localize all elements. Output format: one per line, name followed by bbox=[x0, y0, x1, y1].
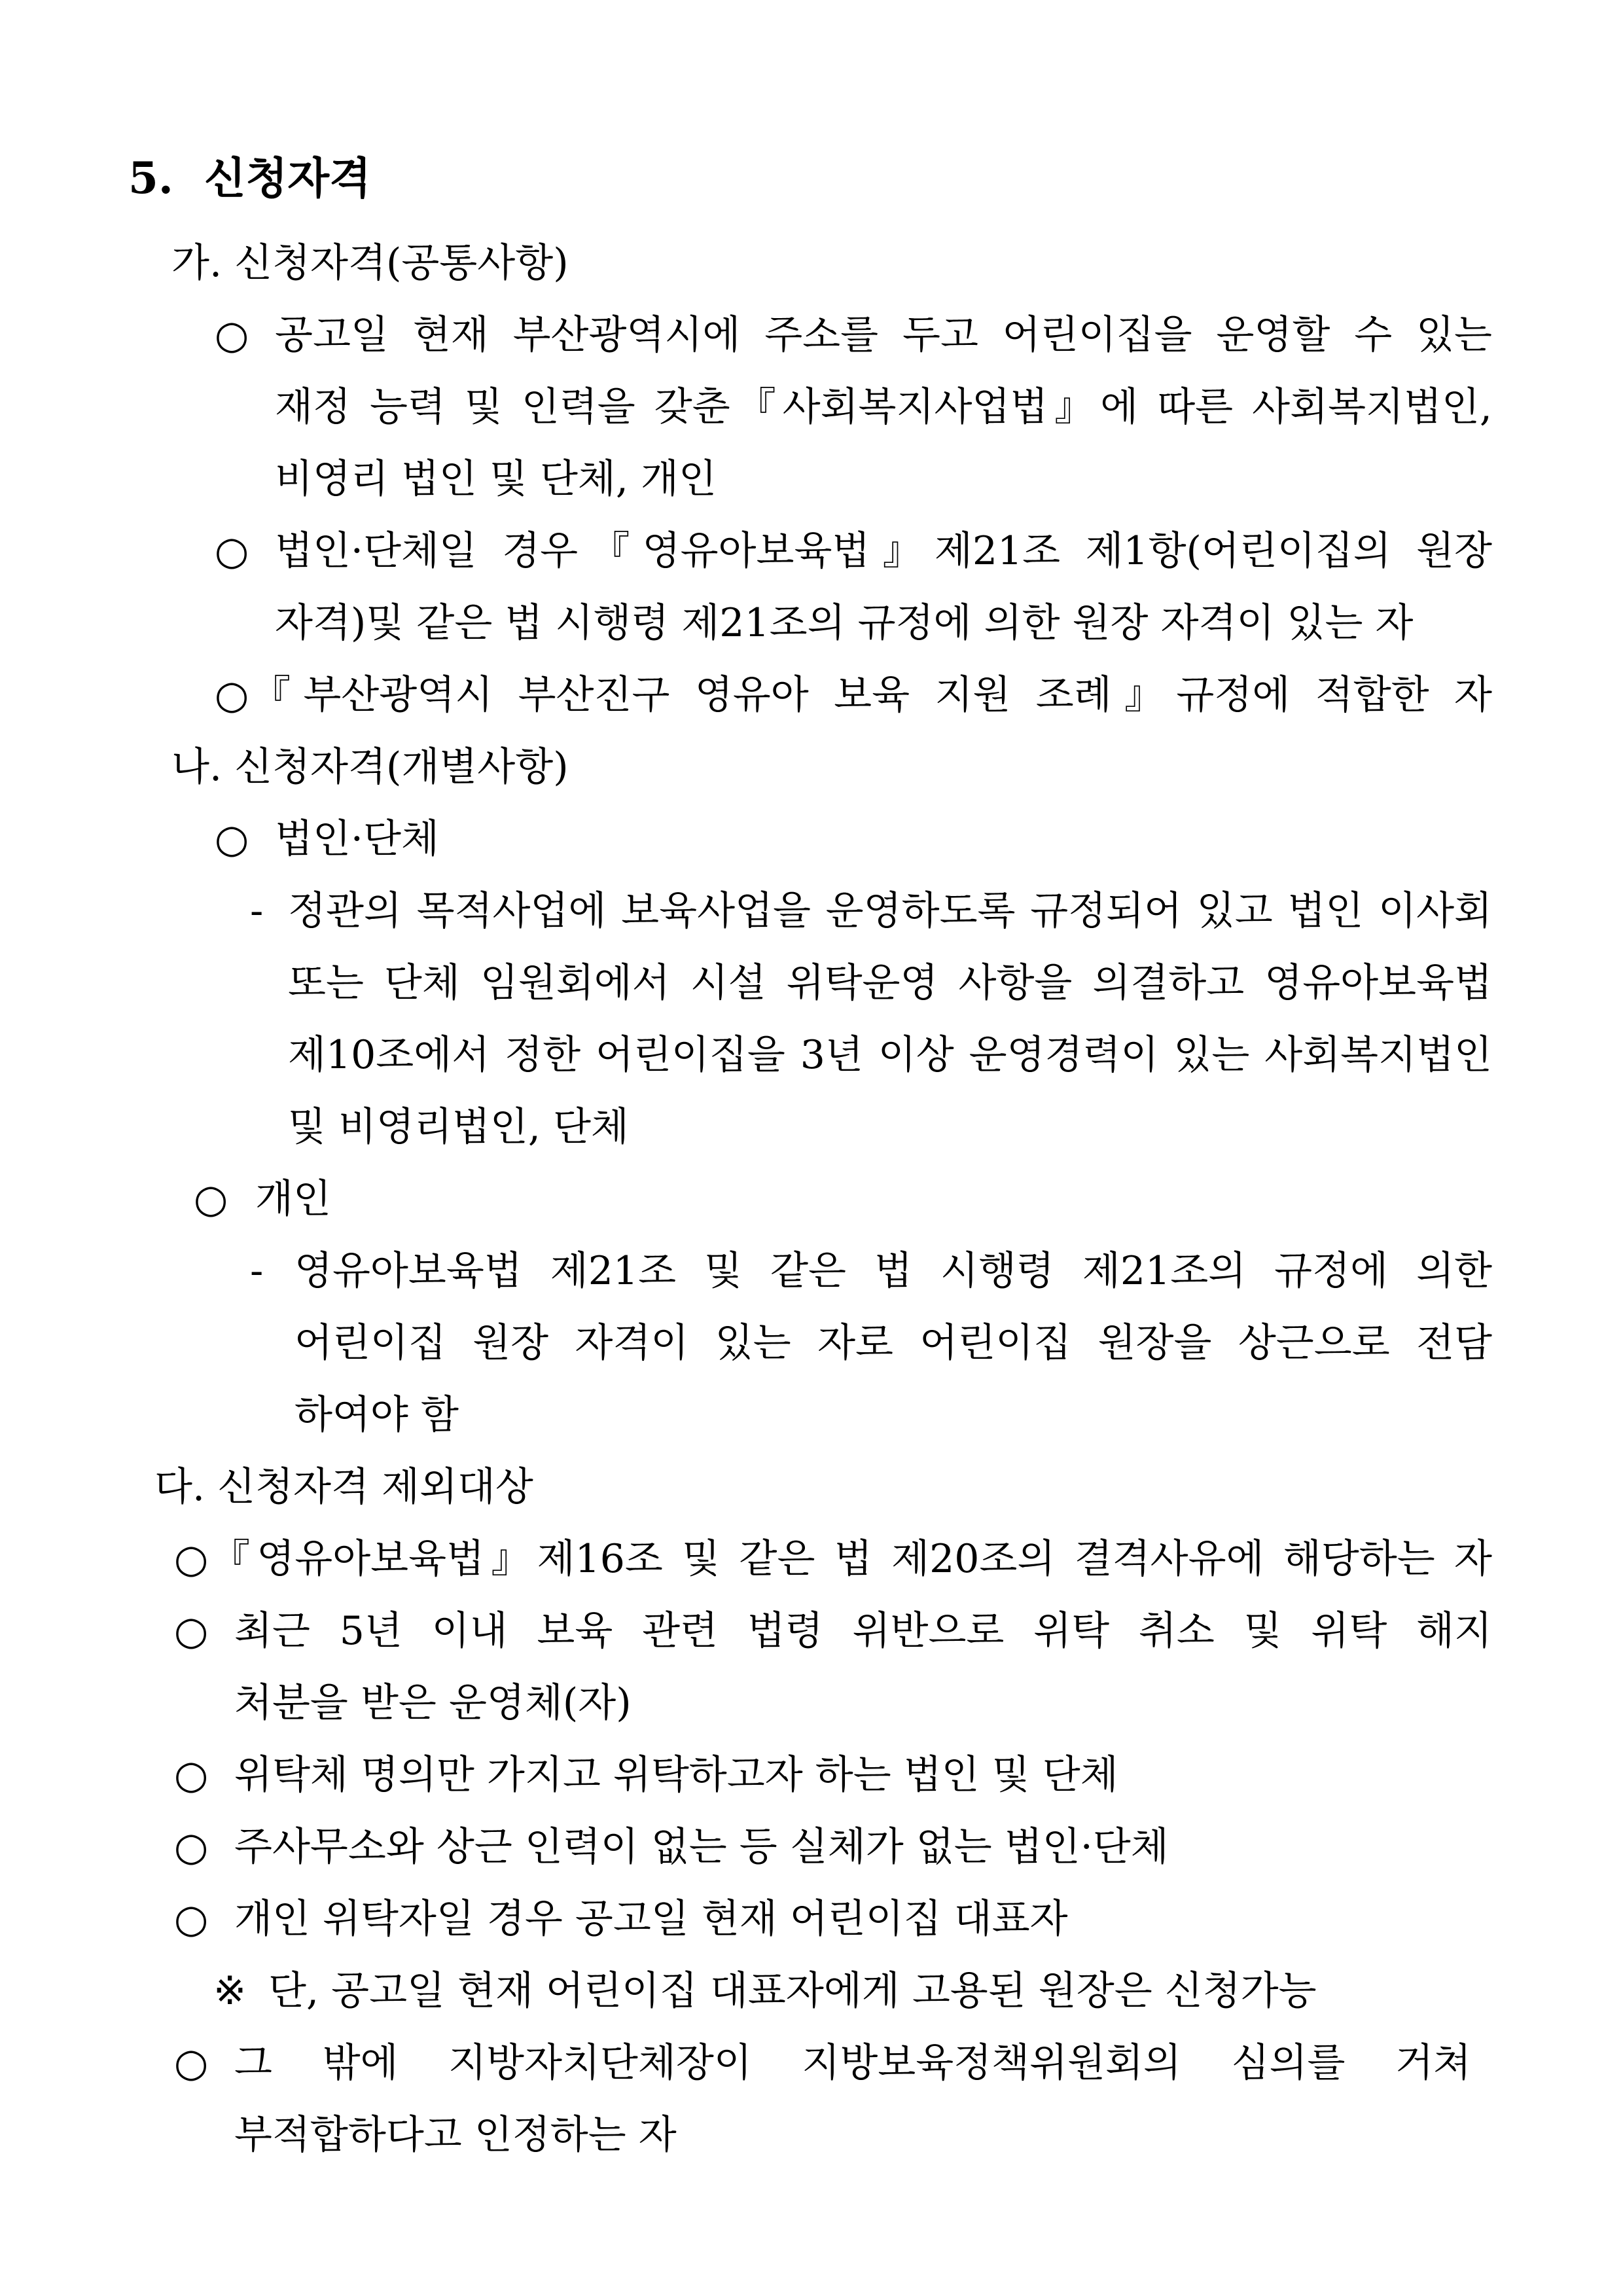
section-title: 신청자격 bbox=[204, 152, 371, 204]
part-c-item4-line1: 주사무소와 상근 인력이 없는 등 실체가 없는 법인·단체 bbox=[234, 1824, 1169, 1870]
part-a-item2-line1: 법인·단체일 경우『영유아보육법』제21조 제1항(어린이집의 원장 bbox=[275, 528, 1492, 574]
part-c-item4-marker: ○ bbox=[174, 1824, 209, 1870]
part-a-item3-line1: 『부산광역시 부산진구 영유아 보육 지원 조례』규정에 적합한 자 bbox=[251, 672, 1492, 718]
part-c-last-item-line1: 그 밖에 지방자치단체장이 지방보육정책위원회의 심의를 거쳐 bbox=[234, 2040, 1471, 2086]
part-c-item5-line1: 개인 위탁자일 경우 공고일 현재 어린이집 대표자 bbox=[234, 1896, 1068, 1942]
part-c-item3-line1: 위탁체 명의만 가지고 위탁하고자 하는 법인 및 단체 bbox=[234, 1752, 1118, 1798]
part-c-last-item-marker: ○ bbox=[174, 2040, 209, 2086]
part-c-title: 다. 신청자격 제외대상 bbox=[154, 1464, 533, 1510]
part-c-item5-marker: ○ bbox=[174, 1896, 209, 1942]
part-b-corp-line3: 제10조에서 정한 어린이집을 3년 이상 운영경력이 있는 사회복지법인 bbox=[288, 1032, 1492, 1078]
part-b-individual-line1: 영유아보육법 제21조 및 같은 법 시행령 제21조의 규정에 의한 bbox=[294, 1248, 1492, 1294]
part-a-item2-marker: ○ bbox=[215, 528, 249, 574]
part-b-corp-line1: 정관의 목적사업에 보육사업을 운영하도록 규정되어 있고 법인 이사회 bbox=[288, 888, 1492, 934]
part-a-item1-line2: 재정 능력 및 인력을 갖춘『사회복지사업법』에 따른 사회복지법인, bbox=[275, 384, 1492, 430]
part-b-corp-label: 법인·단체 bbox=[275, 816, 439, 862]
part-b-corp-line4: 및 비영리법인, 단체 bbox=[288, 1104, 629, 1150]
part-b-corp-dash: - bbox=[250, 888, 264, 934]
part-c-item3-marker: ○ bbox=[174, 1752, 209, 1798]
part-c-item2-line1: 최근 5년 이내 보육 관련 법령 위반으로 위탁 취소 및 위탁 해지 bbox=[234, 1608, 1492, 1654]
part-b-individual-dash: - bbox=[250, 1248, 264, 1294]
section-number: 5. bbox=[128, 152, 173, 204]
part-b-title: 나. 신청자격(개별사항) bbox=[171, 744, 569, 790]
part-b-individual-line2: 어린이집 원장 자격이 있는 자로 어린이집 원장을 상근으로 전담 bbox=[294, 1320, 1492, 1366]
part-a-item1-line3: 비영리 법인 및 단체, 개인 bbox=[275, 456, 717, 502]
part-c-item2-line2: 처분을 받은 운영체(자) bbox=[234, 1680, 632, 1726]
part-a-item1-line1: 공고일 현재 부산광역시에 주소를 두고 어린이집을 운영할 수 있는 bbox=[275, 312, 1492, 358]
part-c-last-item-line2: 부적합하다고 인정하는 자 bbox=[234, 2112, 677, 2158]
part-b-corp-marker: ○ bbox=[215, 816, 249, 862]
part-a-item2-line2: 자격)및 같은 법 시행령 제21조의 규정에 의한 원장 자격이 있는 자 bbox=[275, 600, 1414, 646]
part-c-note-text: 단, 공고일 현재 어린이집 대표자에게 고용된 원장은 신청가능 bbox=[268, 1968, 1317, 2014]
part-b-corp-line2: 또는 단체 임원회에서 시설 위탁운영 사항을 의결하고 영유아보육법 bbox=[288, 960, 1492, 1006]
section-heading bbox=[128, 154, 371, 202]
part-c-item1-line1: 『영유아보육법』제16조 및 같은 법 제20조의 결격사유에 해당하는 자 bbox=[211, 1536, 1492, 1582]
part-b-individual-marker: ○ bbox=[194, 1176, 228, 1222]
part-b-individual-label: 개인 bbox=[255, 1176, 331, 1222]
part-a-item1-marker: ○ bbox=[215, 312, 249, 358]
part-b-individual-line3: 하여야 함 bbox=[294, 1392, 459, 1438]
part-c-item1-marker: ○ bbox=[174, 1536, 209, 1582]
part-c-note-marker: ※ bbox=[213, 1968, 247, 2014]
part-c-item2-marker: ○ bbox=[174, 1608, 209, 1654]
part-a-item3-marker: ○ bbox=[215, 672, 249, 718]
part-a-title: 가. 신청자격(공통사항) bbox=[171, 240, 569, 286]
